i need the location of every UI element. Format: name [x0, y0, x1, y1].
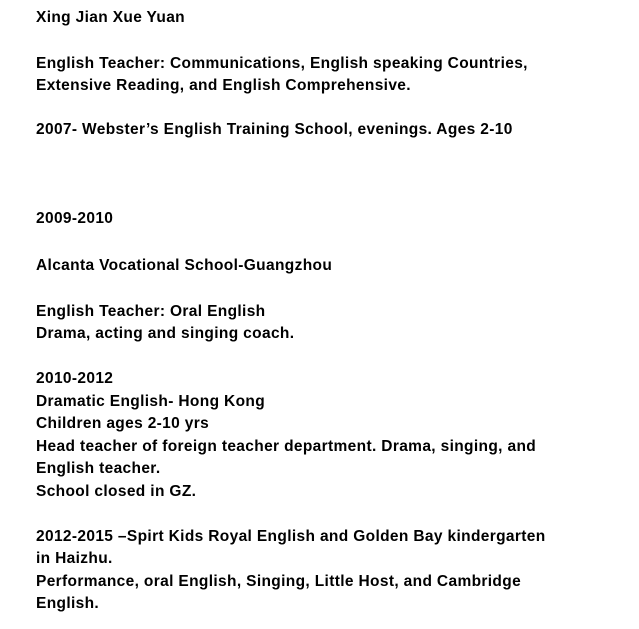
- block4-line-3: Head teacher of foreign teacher department. Drama, singing, and: [36, 438, 537, 455]
- block4-line-1: Dramatic English- Hong Kong: [36, 393, 266, 410]
- block4-year: 2010-2012: [36, 370, 114, 387]
- block1-line-1: English Teacher: Communications, English speaking Countries,: [36, 55, 528, 72]
- heading-school-name: Xing Jian Xue Yuan: [36, 9, 186, 26]
- block3-role-line-1: English Teacher: Oral English: [36, 303, 266, 320]
- block5-line-4: English.: [36, 595, 100, 612]
- block2-line-1: 2007- Webster’s English Training School, evenings. Ages 2-10: [36, 121, 513, 138]
- block3-year: 2009-2010: [36, 210, 114, 227]
- block5-line-1: 2012-2015 –Spirt Kids Royal English and Golden Bay kindergarten: [36, 528, 546, 545]
- block5-line-3: Performance, oral English, Singing, Little Host, and Cambridge: [36, 573, 522, 590]
- block4-line-4: English teacher.: [36, 460, 161, 477]
- block4-line-5: School closed in GZ.: [36, 483, 197, 500]
- block3-school: Alcanta Vocational School-Guangzhou: [36, 257, 333, 274]
- block4-line-2: Children ages 2-10 yrs: [36, 415, 210, 432]
- block5-line-2: in Haizhu.: [36, 550, 113, 567]
- block3-role-line-2: Drama, acting and singing coach.: [36, 325, 295, 342]
- block1-line-2: Extensive Reading, and English Comprehensive.: [36, 77, 411, 94]
